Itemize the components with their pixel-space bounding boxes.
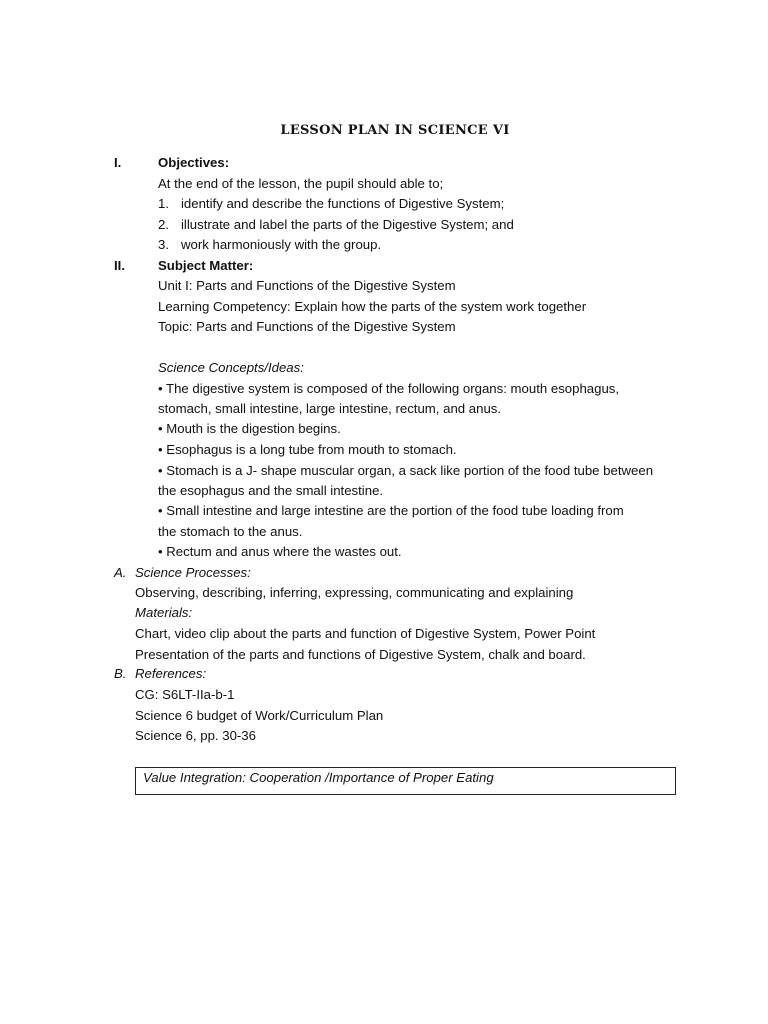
section-letter-references: B. [114,666,127,681]
processes-line: Observing, describing, inferring, expressing, communicating and explaining [135,585,574,600]
objective-text: illustrate and label the parts of the Digestive System; and [181,217,514,232]
objective-text: work harmoniously with the group. [181,237,382,252]
concept-line: • Small intestine and large intestine are the portion of the food tube loading from [158,503,624,518]
reference-line: CG: S6LT-IIa-b-1 [135,687,235,702]
subject-matter-heading: Subject Matter: [158,258,254,273]
objectives-heading: Objectives: [158,155,230,170]
concept-line: stomach, small intestine, large intestine, rectum, and anus. [158,401,502,416]
concept-line: the stomach to the anus. [158,524,303,539]
value-integration-box [135,767,676,795]
topic-line: Topic: Parts and Functions of the Digestive System [158,319,456,334]
concept-line: the esophagus and the small intestine. [158,483,384,498]
concepts-heading: Science Concepts/Ideas: [158,360,304,375]
concept-line: • Esophagus is a long tube from mouth to stomach. [158,442,457,457]
objective-text: identify and describe the functions of Digestive System; [181,196,505,211]
concept-line: • Rectum and anus where the wastes out. [158,544,402,559]
processes-heading: Science Processes: [135,565,251,580]
section-numeral-objectives: I. [114,155,122,170]
reference-line: Science 6 budget of Work/Curriculum Plan [135,708,384,723]
objective-number: 2. [158,217,169,232]
value-integration-text: Value Integration: Cooperation /Importance of Proper Eating [143,770,494,785]
materials-line: Chart, video clip about the parts and function of Digestive System, Power Point [135,626,596,641]
concept-line: • Mouth is the digestion begins. [158,421,341,436]
page-title: LESSON PLAN IN SCIENCE VI [280,123,510,138]
unit-line: Unit I: Parts and Functions of the Digestive System [158,278,456,293]
section-letter-processes: A. [114,565,127,580]
concept-line: • The digestive system is composed of the following organs: mouth esophagus, [158,381,620,396]
materials-line: Presentation of the parts and functions of Digestive System, chalk and board. [135,647,586,662]
objective-number: 3. [158,237,169,252]
competency-line: Learning Competency: Explain how the parts of the system work together [158,299,587,314]
section-numeral-subject-matter: II. [114,258,125,273]
reference-line: Science 6, pp. 30-36 [135,728,256,743]
materials-heading: Materials: [135,605,193,620]
objectives-intro: At the end of the lesson, the pupil should able to; [158,176,444,191]
concept-line: • Stomach is a J- shape muscular organ, a sack like portion of the food tube between [158,463,654,478]
objective-number: 1. [158,196,169,211]
references-heading: References: [135,666,207,681]
